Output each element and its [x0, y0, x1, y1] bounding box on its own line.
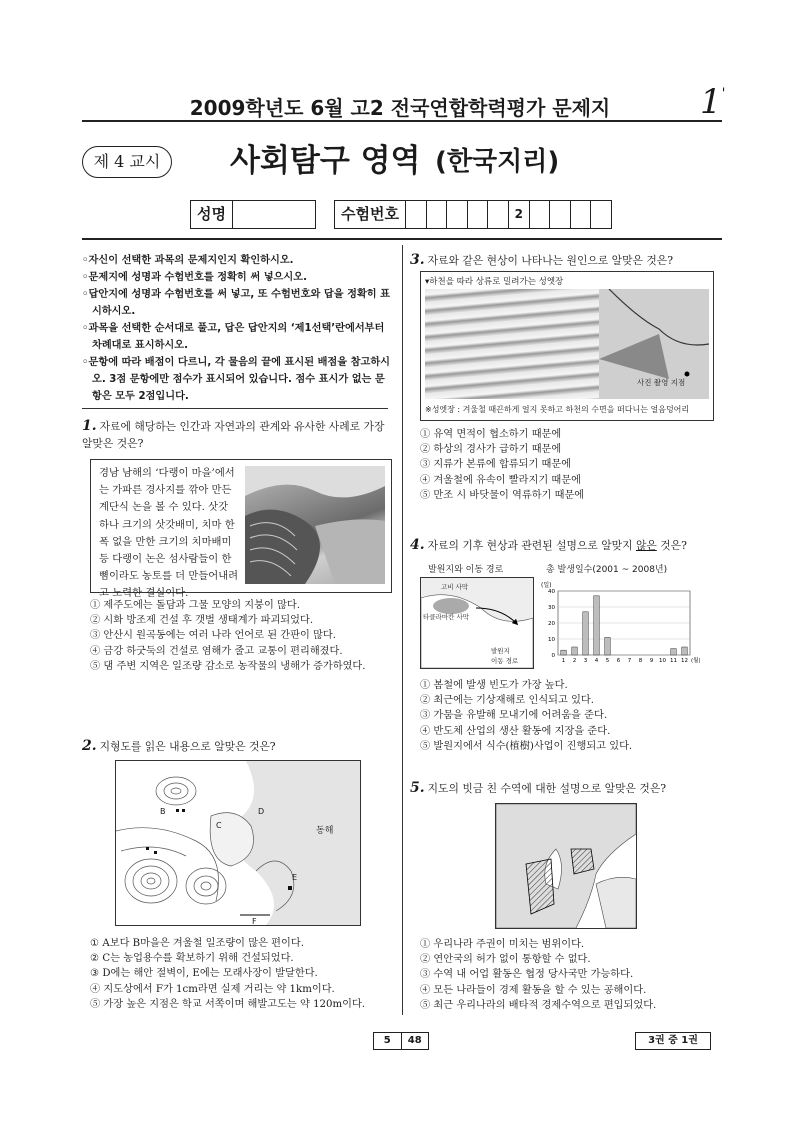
exam-period: 제 4 교시: [82, 146, 172, 178]
map-label-gobi: 고비 사막: [441, 583, 469, 591]
exam-number-cell[interactable]: [550, 201, 571, 228]
exam-number-label: 수험번호: [335, 201, 406, 228]
chart-ytick-label: 40: [548, 589, 555, 595]
answer-option: ② C는 농업용수를 확보하기 위해 건설되었다.: [90, 953, 294, 965]
answer-option: ④ 금강 하굿둑의 건설로 염해가 줄고 교통이 편리해졌다.: [90, 645, 343, 657]
question-stem: 자료에 해당하는 인간과 자연과의 관계와 유사한 사례로 가장 알맞은 것은?: [82, 420, 385, 450]
terraced-field-photo: [245, 466, 385, 584]
chart-xtick-label: 11: [670, 658, 677, 664]
chart-bar: [572, 647, 578, 655]
map-label-d: D: [258, 807, 265, 816]
answer-option: ① 우리나라 주권이 미치는 범위이다.: [420, 939, 585, 950]
answer-option: ⑤ 만조 시 바닷물이 역류하기 때문에: [420, 489, 585, 501]
chart-xtick-label: 5: [605, 658, 610, 664]
q3-caption: ※성엣장 : 겨울철 때끈하게 얼지 못하고 하천의 수면을 떠다니는 얼음덩어리: [425, 405, 690, 414]
answer-option: ① 봄철에 발생 빈도가 가장 높다.: [420, 680, 568, 691]
dust-map-icon: [421, 578, 533, 668]
header-rule: [82, 120, 722, 122]
photo-spot-label: 사진 촬영 지점: [637, 378, 686, 387]
question-4: [410, 537, 722, 554]
answer-option: ③ D에는 해안 절벽이, E에는 모래사장이 발달한다.: [90, 968, 318, 980]
answer-option: ① 제주도에는 돌담과 그물 모양의 지붕이 많다.: [90, 600, 300, 611]
exam-number-cell[interactable]: [530, 201, 551, 228]
chart-ytick-label: 20: [548, 621, 555, 627]
q5-options: [420, 937, 710, 1013]
q1-passage-box: [90, 459, 392, 600]
instructions: [82, 252, 394, 405]
question-number: 5.: [410, 780, 425, 796]
question-3: [410, 252, 722, 269]
chart-ylabel: (일): [541, 582, 552, 589]
q3-figure: [420, 271, 714, 421]
chart-ytick-label: 30: [548, 605, 555, 611]
map-label-taklamakan: 타클라마칸 사막: [423, 613, 470, 621]
map-label-sea: 동해: [316, 826, 334, 836]
answer-option: ④ 반도체 산업의 생산 활동에 지장을 준다.: [420, 725, 611, 737]
chart-bar: [682, 647, 688, 655]
page-number: 1 ': [700, 82, 722, 122]
q3-options: [420, 427, 710, 503]
topographic-map-icon: [116, 761, 360, 925]
exam-number-cell[interactable]: [406, 201, 427, 228]
answer-option: ① 유역 면적이 협소하기 때문에: [420, 429, 562, 440]
question-stem: 지도의 빗금 친 수역에 대한 설명으로 알맞은 것은?: [427, 782, 667, 795]
terraced-field-icon: [245, 466, 385, 584]
chart-xtick-label: 8: [638, 658, 643, 664]
id-rule: [82, 238, 722, 240]
answer-option: ② 시화 방조제 건설 후 갯벌 생태계가 파괴되었다.: [90, 615, 314, 627]
exam-number-cell[interactable]: [571, 201, 592, 228]
answer-option: ④ 겨울철에 유속이 빨라지기 때문에: [420, 474, 581, 486]
chart-xtick-label: 6: [616, 658, 621, 664]
name-label: 성명: [191, 201, 233, 228]
answer-option: ⑤ 가장 높은 지점은 학교 서쪽이며 해발고도는 약 120m이다.: [90, 998, 366, 1010]
topographic-map: [115, 760, 361, 926]
answer-option: ⑤ 최근 우리나라의 배타적 경제수역으로 편입되었다.: [420, 999, 657, 1011]
dust-days-chart-svg: [540, 577, 700, 671]
chart-xtick-label: 7: [627, 658, 632, 664]
answer-option: ② 최근에는 기상재해로 인식되고 있다.: [420, 695, 594, 707]
instructions-rule: [82, 408, 388, 409]
answer-option: ① A보다 B마을은 겨울철 일조량이 많은 편이다.: [90, 938, 304, 949]
q4-options: [420, 678, 710, 754]
ice-floe-photo: [425, 289, 625, 399]
subject-subtitle: (한국지리): [435, 147, 560, 177]
question-5: [410, 780, 722, 797]
chart-bar: [594, 596, 600, 655]
chart-xtick-label: 2: [572, 658, 577, 664]
question-number: 3.: [410, 252, 425, 268]
map-label-b: B: [160, 807, 166, 816]
chart-bar: [583, 612, 589, 655]
q4-map-title: 발원지와 이동 경로: [428, 565, 504, 575]
maritime-zone-map: [495, 803, 637, 929]
name-field[interactable]: [190, 200, 316, 229]
map-legend-source: 발원지: [491, 647, 510, 655]
exam-number-field[interactable]: [334, 200, 612, 229]
maritime-map-icon: [496, 804, 636, 928]
exam-number-cell[interactable]: [447, 201, 468, 228]
exam-number-cell[interactable]: [427, 201, 448, 228]
exam-number-cell[interactable]: [468, 201, 489, 228]
question-stem-end: 것은?: [656, 539, 687, 552]
answer-option: ⑤ 댐 주변 지역은 일조량 감소로 농작물의 냉해가 증가하였다.: [90, 660, 366, 672]
river-mouth-map: [599, 289, 709, 399]
answer-option: ③ 수역 내 어업 활동은 협정 당사국만 가능하다.: [420, 969, 634, 981]
footer-page: 5: [374, 1033, 402, 1049]
chart-bar: [561, 650, 567, 655]
question-stem-emphasis: 않은: [635, 539, 657, 552]
q2-options: [90, 936, 400, 1012]
instruction-item: ◦과목을 선택한 순서대로 풀고, 답은 답안지의 ‘제1선택’란에서부터 차례대로 표시하시오.: [82, 323, 385, 351]
chart-ytick-label: 0: [551, 653, 555, 659]
chart-bar: [671, 649, 677, 655]
chart-xlabel: (월): [691, 658, 700, 664]
exam-number-cell[interactable]: [488, 201, 509, 228]
chart-xtick-label: 9: [649, 658, 654, 664]
chart-bar: [605, 637, 611, 655]
answer-option: ② 하상의 경사가 급하기 때문에: [420, 444, 562, 456]
question-2: [82, 738, 394, 755]
page-footer: [373, 1032, 429, 1050]
exam-number-cell[interactable]: 2: [509, 201, 530, 228]
instruction-item: ◦문제지에 성명과 수험번호를 정확히 써 넣으시오.: [82, 272, 307, 283]
column-divider: [402, 245, 403, 1015]
chart-xtick-label: 12: [681, 658, 688, 664]
footer-total: 48: [407, 1035, 422, 1046]
answer-option: ④ 모든 나라들이 경제 활동을 할 수 있는 공해이다.: [420, 984, 647, 996]
answer-option: ③ 지류가 본류에 합류되기 때문에: [420, 459, 572, 471]
question-stem: 지형도를 읽은 내용으로 알맞은 것은?: [99, 740, 276, 753]
question-number: 2.: [82, 738, 97, 754]
instruction-item: ◦답안지에 성명과 수험번호를 써 넣고, 또 수험번호와 답을 정확히 표시하시오.: [82, 289, 391, 317]
volume-label: 3권 중 1권: [635, 1032, 711, 1050]
dust-days-chart: [540, 577, 700, 671]
instruction-item: ◦자신이 선택한 과목의 문제지인지 확인하시오.: [82, 255, 294, 266]
instruction-item: ◦문항에 따라 배점이 다르니, 각 물음의 끝에 표시된 배점을 참고하시오. 3점 문항에만 점수가 표시되어 있습니다. 점수 표시가 없는 문항은 모두 2점입니다.: [82, 357, 391, 402]
subject-title: 사회탐구 영역: [230, 143, 421, 179]
map-legend-route: 이동 경로: [491, 657, 519, 665]
question-stem: 자료와 같은 현상이 나타나는 원인으로 알맞은 것은?: [427, 254, 674, 267]
q3-photo-title: ▾하천을 따라 상류로 밀려가는 성엣장: [425, 277, 564, 287]
dust-source-map: [420, 577, 534, 669]
answer-option: ③ 가뭄을 유발해 모내기에 어려움을 준다.: [420, 710, 608, 722]
map-label-f: F: [252, 917, 257, 926]
chart-ytick-label: 10: [548, 637, 555, 643]
question-number: 1.: [82, 418, 97, 434]
q1-passage: 경남 남해의 ‘다랭이 마을’에서는 가파른 경사지를 깎아 만든 계단식 논을 볼 수 있다. 삿갓 하나 크기의 삿갓배미, 치마 한 폭 없을 만한 크기의 치마배미 등 다랭이 논은 섬사람들이 한 뼘이라도 농토를 더 만들어내려고 노력한 결실이다.: [99, 467, 239, 600]
document-title: 2009학년도 6월 고2 전국연합학력평가 문제지: [189, 96, 611, 120]
chart-xtick-label: 4: [594, 658, 599, 664]
answer-option: ② 연안국의 허가 없이 통항할 수 없다.: [420, 954, 591, 966]
map-label-c: C: [216, 821, 222, 830]
q4-chart-title: 총 발생일수(2001 ~ 2008년): [546, 565, 668, 575]
exam-number-cell[interactable]: [591, 201, 611, 228]
q1-options: [90, 598, 400, 674]
answer-option: ④ 지도상에서 F가 1cm라면 실제 거리는 약 1km이다.: [90, 983, 335, 995]
map-label-e: E: [292, 873, 298, 882]
answer-option: ⑤ 발원지에서 식수(植樹)사업이 진행되고 있다.: [420, 740, 633, 752]
question-stem: 자료의 기후 현상과 관련된 설명으로 알맞지: [427, 539, 636, 552]
chart-xtick-label: 10: [659, 658, 666, 664]
question-number: 4.: [410, 537, 425, 553]
chart-xtick-label: 1: [561, 658, 566, 664]
answer-option: ③ 안산시 원곡동에는 여러 나라 언어로 된 간판이 많다.: [90, 630, 336, 642]
chart-xtick-label: 3: [583, 658, 588, 664]
question-1: [82, 418, 394, 452]
